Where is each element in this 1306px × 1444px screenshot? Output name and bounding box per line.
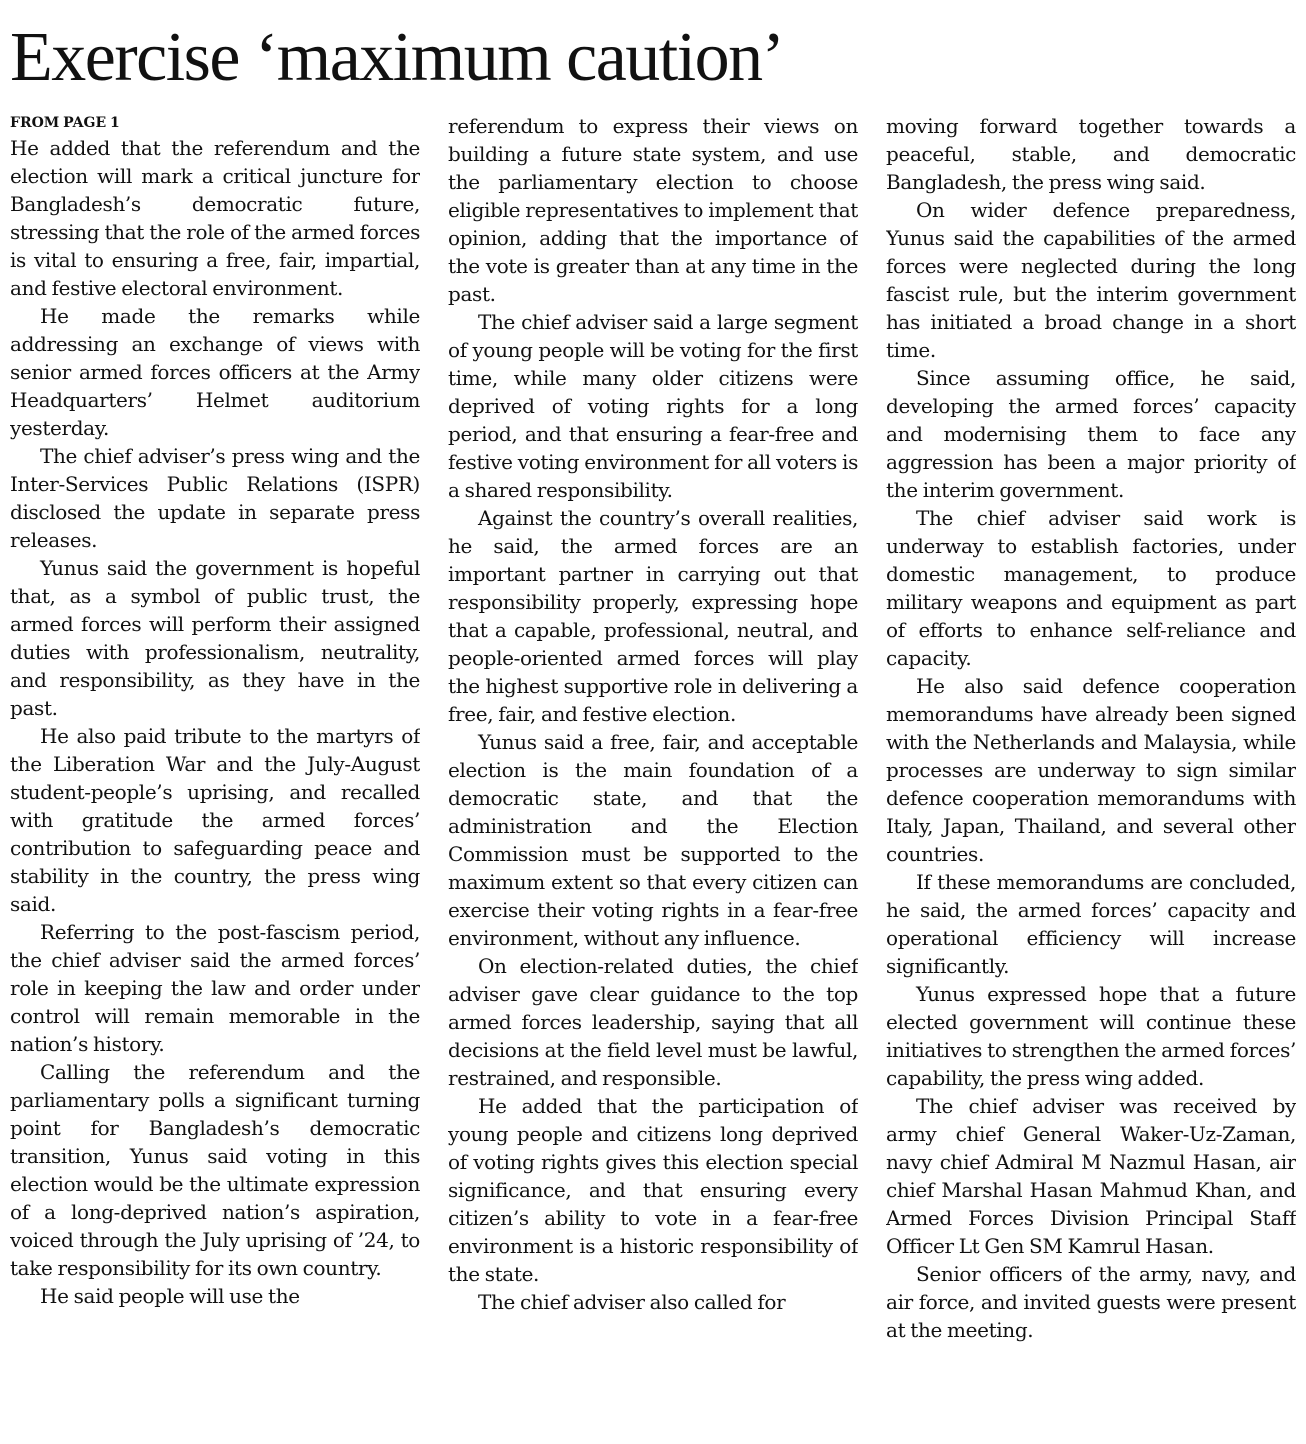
- paragraph: He said people will use the: [40, 1284, 300, 1308]
- paragraph: He also paid tribute to the martyrs of the Liberation War and the July-August student-people’s uprising, and recalled with gratitude the armed forces’ contribution to safeguarding peace and stability in the country, the press wing said.: [10, 724, 420, 916]
- paragraph: The chief adviser also called for: [478, 1290, 786, 1314]
- continuation-kicker: FROM PAGE 1: [10, 115, 120, 131]
- paragraph: Yunus said the government is hopeful that, as a symbol of public trust, the armed forces will perform their assigned duties with professionalism, neutrality, and responsibility, as they have in the past.: [10, 556, 420, 720]
- paragraph: He added that the referendum and the election will mark a critical juncture for Bangladesh’s democratic future, stressing that the role of the armed forces is vital to ensuring a free, fair, impartial, and festive electoral environment.: [10, 136, 420, 300]
- article-column-3: [886, 112, 1296, 1437]
- paragraph: Referring to the post-fascism period, the chief adviser said the armed forces’ role in keeping the law and order under control will remain memorable in the nation’s history.: [10, 920, 420, 1056]
- paragraph: If these memorandums are concluded, he said, the armed forces’ capacity and operational efficiency will increase significantly.: [886, 870, 1296, 978]
- article-column-2: [448, 112, 858, 1437]
- paragraph: He also said defence cooperation memorandums have already been signed with the Netherlands and Malaysia, while processes are underway to sign similar defence cooperation memorandums with Italy, Japan, Thailand, and several other countries.: [886, 674, 1296, 866]
- paragraph: The chief adviser’s press wing and the Inter-Services Public Relations (ISPR) disclosed the update in separate press releases.: [10, 444, 420, 552]
- paragraph: He made the remarks while addressing an exchange of views with senior armed forces officers at the Army Headquarters’ Helmet auditorium yesterday.: [10, 304, 420, 440]
- paragraph: The chief adviser was received by army chief General Waker-Uz-Zaman, navy chief Admiral M Nazmul Hasan, air chief Marshal Hasan Mahmud Khan, and Armed Forces Division Principal Staff Officer Lt Gen SM Kamrul Hasan.: [886, 1094, 1296, 1258]
- paragraph: moving forward together towards a peaceful, stable, and democratic Bangladesh, the press wing said.: [886, 114, 1296, 194]
- headline: Exercise ‘maximum caution’: [10, 19, 784, 96]
- paragraph: On wider defence preparedness, Yunus said the capabilities of the armed forces were neglected during the long fascist rule, but the interim government has initiated a broad change in a short time.: [886, 198, 1296, 362]
- paragraph: Calling the referendum and the parliamentary polls a significant turning point for Bangladesh’s democratic transition, Yunus said voting in this election would be the ultimate expression of a long-deprived nation’s aspiration, voiced through the July uprising of ’24, to take responsibility for its own country.: [10, 1060, 420, 1280]
- paragraph: Senior officers of the army, navy, and air force, and invited guests were present at the meeting.: [886, 1262, 1296, 1342]
- paragraph: The chief adviser said work is underway to establish factories, under domestic management, to produce military weapons and equipment as part of efforts to enhance self-reliance and capacity.: [886, 506, 1296, 670]
- article-column-1: [10, 112, 420, 1437]
- paragraph: Since assuming office, he said, developing the armed forces’ capacity and modernising them to face any aggression has been a major priority of the interim government.: [886, 366, 1296, 502]
- paragraph: The chief adviser said a large segment of young people will be voting for the first time, while many older citizens were deprived of voting rights for a long period, and that ensuring a fear-free and festive voting environment for all voters is a shared responsibility.: [448, 310, 858, 502]
- paragraph: On election-related duties, the chief adviser gave clear guidance to the top armed forces leadership, saying that all decisions at the field level must be lawful, restrained, and responsible.: [448, 954, 858, 1090]
- paragraph: Against the country’s overall realities, he said, the armed forces are an important partner in carrying out that responsibility properly, expressing hope that a capable, professional, neutral, and people-oriented armed forces will play the highest supportive role in delivering a free, fair, and festive election.: [448, 506, 858, 726]
- paragraph: referendum to express their views on building a future state system, and use the parliamentary election to choose eligible representatives to implement that opinion, adding that the importance of the vote is greater than at any time in the past.: [448, 114, 858, 306]
- paragraph: Yunus said a free, fair, and acceptable election is the main foundation of a democratic state, and that the administration and the Election Commission must be supported to the maximum extent so that every citizen can exercise their voting rights in a fear-free environment, without any influence.: [448, 730, 858, 950]
- paragraph: He added that the participation of young people and citizens long deprived of voting rights gives this election special significance, and that ensuring every citizen’s ability to vote in a fear-free environment is a historic responsibility of the state.: [448, 1094, 858, 1286]
- paragraph: Yunus expressed hope that a future elected government will continue these initiatives to strengthen the armed forces’ capability, the press wing added.: [886, 982, 1296, 1090]
